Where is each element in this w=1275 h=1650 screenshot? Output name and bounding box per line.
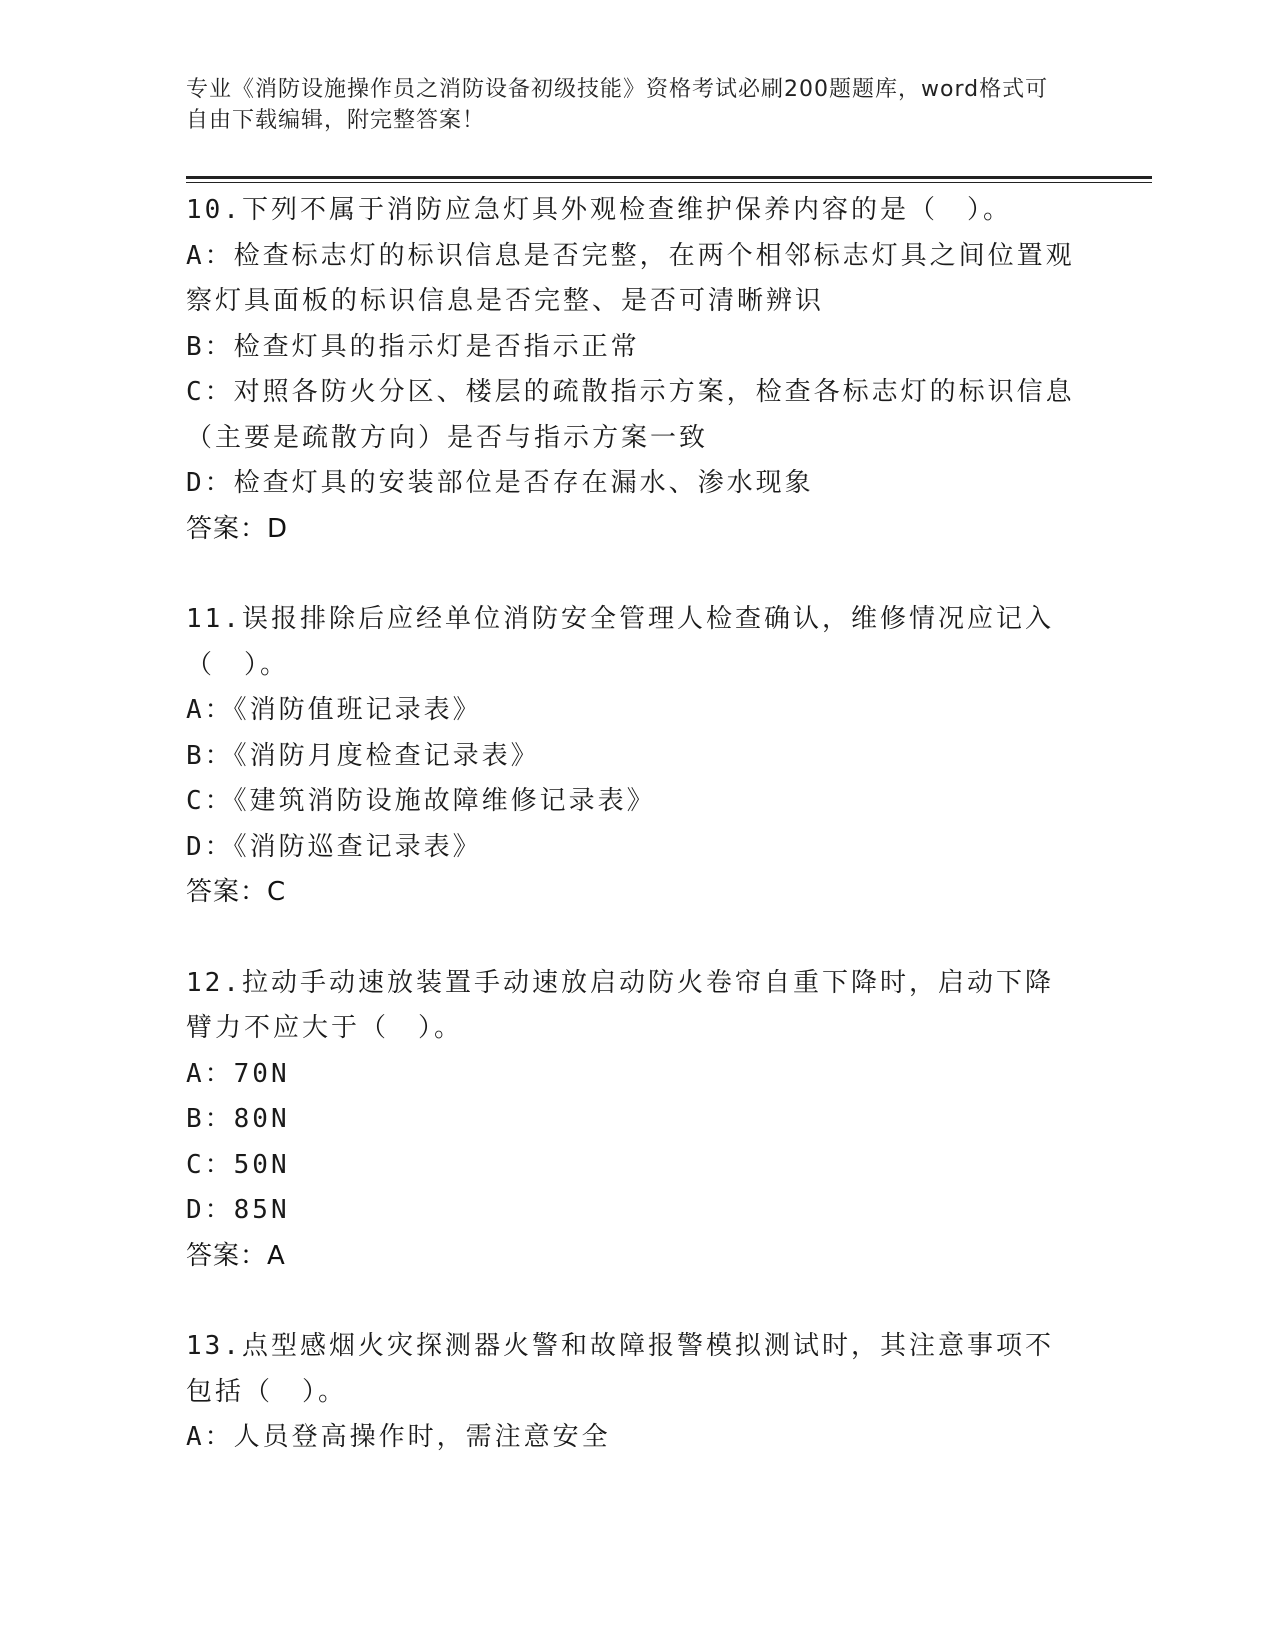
option-d: D：85N xyxy=(186,1195,290,1225)
question-11 xyxy=(186,597,1076,916)
header-divider-thin xyxy=(186,182,1152,183)
question-list xyxy=(186,188,1076,1461)
answer-line: 答案：A xyxy=(186,1240,286,1271)
question-text: 10.下列不属于消防应急灯具外观检查维护保养内容的是（ ）。 xyxy=(186,195,1012,225)
option-a: A：《消防值班记录表》 xyxy=(186,695,482,725)
option-b: B：80N xyxy=(186,1104,290,1134)
header-divider-thick xyxy=(186,176,1152,179)
question-spacer xyxy=(186,916,1076,961)
question-spacer xyxy=(186,1279,1076,1324)
option-c: C：《建筑消防设施故障维修记录表》 xyxy=(186,786,656,816)
answer-line: 答案：C xyxy=(186,877,287,907)
question-text: 11.误报排除后应经单位消防安全管理人检查确认，维修情况应记入（ ）。 xyxy=(186,604,1054,680)
question-13 xyxy=(186,1324,1076,1461)
question-12 xyxy=(186,961,1076,1280)
option-d: D：检查灯具的安装部位是否存在漏水、渗水现象 xyxy=(186,468,814,498)
option-a: A：检查标志灯的标识信息是否完整，在两个相邻标志灯具之间位置观察灯具面板的标识信息是否完整、是否可清晰辨识 xyxy=(186,240,1075,316)
option-c: C：50N xyxy=(186,1149,290,1180)
question-10 xyxy=(186,188,1076,552)
option-b: B：检查灯具的指示灯是否指示正常 xyxy=(186,331,640,362)
option-a: A：70N xyxy=(186,1058,290,1089)
document-header: 专业《消防设施操作员之消防设备初级技能》资格考试必刷200题题库，word格式可自由下载编辑，附完整答案！ xyxy=(186,77,1049,133)
answer-line: 答案：D xyxy=(186,513,289,544)
question-spacer xyxy=(186,552,1076,597)
option-a: A：人员登高操作时，需注意安全 xyxy=(186,1422,611,1452)
question-text: 12.拉动手动速放装置手动速放启动防火卷帘自重下降时，启动下降臂力不应大于（ ）。 xyxy=(186,967,1054,1043)
question-text: 13.点型感烟火灾探测器火警和故障报警模拟测试时，其注意事项不包括（ ）。 xyxy=(186,1331,1054,1407)
option-b: B：《消防月度检查记录表》 xyxy=(186,740,540,771)
option-c: C：对照各防火分区、楼层的疏散指示方案，检查各标志灯的标识信息（主要是疏散方向）是否与指示方案一致 xyxy=(186,377,1075,453)
option-d: D：《消防巡查记录表》 xyxy=(186,831,482,862)
